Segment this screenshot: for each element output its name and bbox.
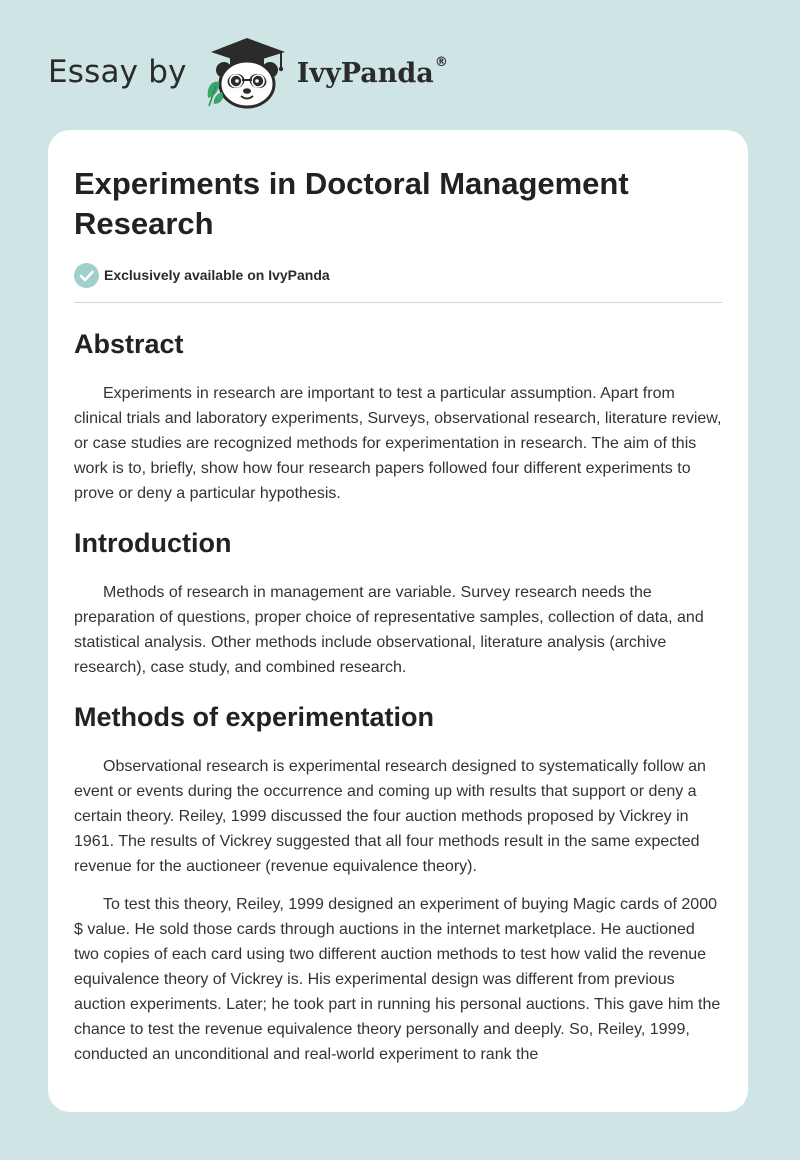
paragraph: Observational research is experimental research designed to systematically follow an event or events during the occurrence and coming up with results that support or deny a certain theory. Reiley, 1999 discussed the four auction methods proposed by Vickrey in 1961. The results of Vickrey suggested that all four methods result in the same expected revenue for the auctioneer (revenue equivalence theory).: [74, 758, 706, 875]
section-introduction: [74, 526, 722, 680]
paragraph: Methods of research in management are variable. Survey research needs the preparation of questions, proper choice of representative samples, collection of data, and statistical analysis. Other methods include observational, literature analysis (archive research), case study, and combined research.: [74, 584, 704, 676]
page-title: Experiments in Doctoral Management Research: [74, 166, 629, 241]
brand-name-text: IvyPanda: [296, 57, 434, 89]
exclusive-badge: [74, 262, 722, 288]
site-header: [48, 36, 448, 108]
section-heading: Abstract: [74, 329, 184, 359]
section-heading: Methods of experimentation: [74, 702, 435, 732]
registered-mark: ®: [434, 54, 448, 70]
section-heading: Introduction: [74, 528, 232, 558]
section-abstract: [74, 327, 722, 506]
divider: [74, 302, 722, 303]
essay-card: [48, 130, 748, 1112]
brand-name[interactable]: [296, 54, 448, 89]
brand-prefix: Essay by: [48, 54, 187, 90]
section-methods-of-experimentation: [74, 700, 722, 1067]
panda-graduate-logo-icon[interactable]: [203, 34, 293, 110]
check-circle-icon: [74, 263, 99, 288]
exclusive-badge-text: Exclusively available on IvyPanda: [104, 267, 330, 283]
paragraph: Experiments in research are important to test a particular assumption. Apart from clinical trials and laboratory experiments, Surveys, observational research, literature review, or case studies are recognized methods for experimentation in research. The aim of this work is to, briefly, show how four research papers followed four different experiments to prove or deny a particular hypothesis.: [74, 385, 722, 502]
paragraph: To test this theory, Reiley, 1999 designed an experiment of buying Magic cards of 2000 $ value. He sold those cards through auctions in the internet marketplace. He auctioned two copies of each card using two different auction methods to test how valid the revenue equivalence theory of Vickrey is. His experimental design was different from previous auction experiments. Later; he took part in running his personal auctions. This gave him the chance to test the revenue equivalence theory personally and deeply. So, Reiley, 1999, conducted an unconditional and real-world experiment to rank the: [74, 896, 721, 1063]
